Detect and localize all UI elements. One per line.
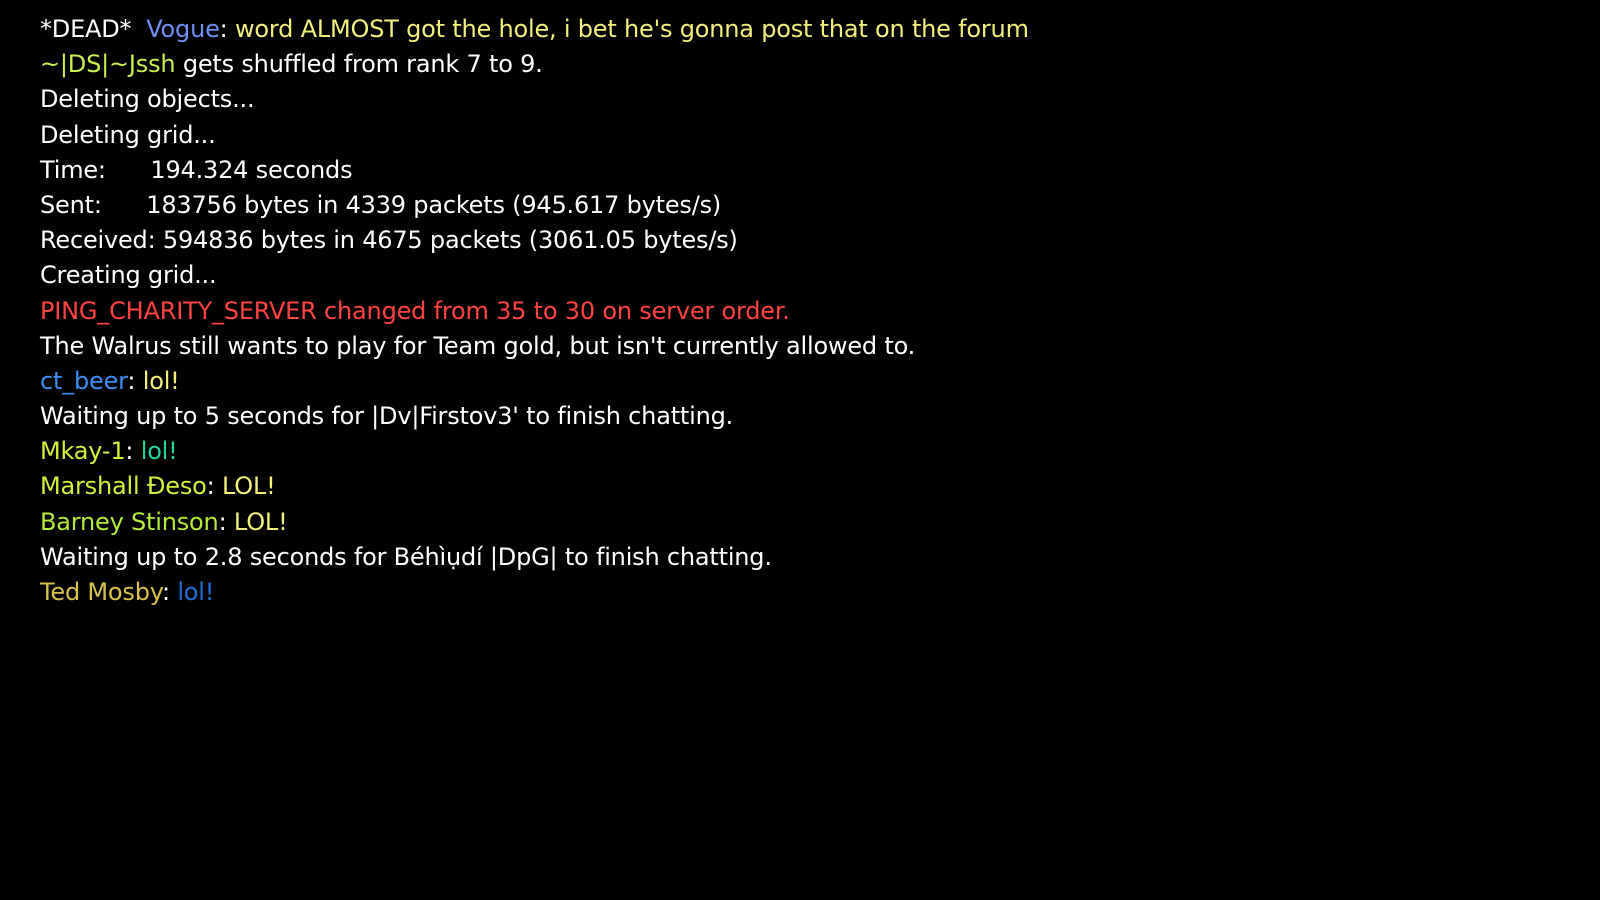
console-text-segment: Deleting objects... (40, 85, 255, 114)
console-line (40, 399, 1580, 434)
console-text-segment: lol! (142, 366, 180, 395)
console-text-segment: ct_beer (40, 366, 128, 395)
console-line (40, 118, 1580, 153)
console-text-segment: Time: 194.324 seconds (40, 155, 353, 184)
console-text-segment: PING_CHARITY_SERVER changed from 35 to 30 on server order. (40, 296, 790, 325)
console-line (40, 223, 1580, 258)
console-text-segment: word ALMOST got the hole, i bet he's gonna post that on the forum (234, 15, 1029, 43)
console-text-segment: lol! (177, 578, 215, 606)
console-line (40, 153, 1580, 188)
console-text-segment: Waiting up to 5 seconds for |Dv|Firstov3' to finish chatting. (40, 402, 734, 431)
console-text-segment: LOL! (221, 472, 276, 501)
console-text-segment: Sent: 183756 bytes in 4339 packets (945.617 bytes/s) (40, 190, 722, 219)
console-line (40, 12, 1580, 47)
console-log (40, 12, 1580, 610)
console-text-segment: gets shuffled from rank 7 to 9. (175, 50, 543, 79)
console-text-segment: The Walrus still wants to play for Team gold, but isn't currently allowed to. (40, 331, 916, 360)
console-line (40, 505, 1580, 540)
console-text-segment: LOL! (233, 507, 288, 536)
console-text-segment: Received: 594836 bytes in 4675 packets (3061.05 bytes/s) (40, 226, 738, 255)
console-text-segment: Barney Stinson (40, 507, 219, 536)
console-text-segment: : (218, 507, 234, 536)
console-line (40, 329, 1580, 364)
console-text-segment: Vogue (146, 15, 220, 43)
console-line (40, 540, 1580, 575)
console-text-segment: Creating grid... (40, 261, 217, 290)
console-text-segment: Ted Mosby (40, 578, 162, 606)
console-text-segment: : (206, 472, 222, 501)
console-line (40, 47, 1580, 82)
console-line (40, 364, 1580, 399)
console-line (40, 82, 1580, 117)
console-line (40, 469, 1580, 504)
console-line (40, 575, 1580, 610)
console-text-segment: Marshall Ðeso (40, 472, 207, 501)
console-text-segment: Deleting grid... (40, 120, 216, 149)
console-text-segment: : (162, 578, 178, 606)
console-text-segment: : (127, 366, 143, 395)
console-line (40, 188, 1580, 223)
console-line (40, 434, 1580, 469)
console-text-segment: *DEAD* (40, 15, 147, 43)
console-text-segment: lol! (140, 437, 178, 466)
console-text-segment: Waiting up to 2.8 seconds for Béhìụdí |DpG| to finish chatting. (40, 542, 772, 571)
console-text-segment: ~|DS|~Jssh (40, 50, 176, 79)
console-text-segment: : (125, 437, 141, 466)
console-text-segment: Mkay-1 (40, 437, 126, 466)
console-text-segment: : (219, 15, 235, 43)
console-line (40, 258, 1580, 293)
console-line (40, 294, 1580, 329)
